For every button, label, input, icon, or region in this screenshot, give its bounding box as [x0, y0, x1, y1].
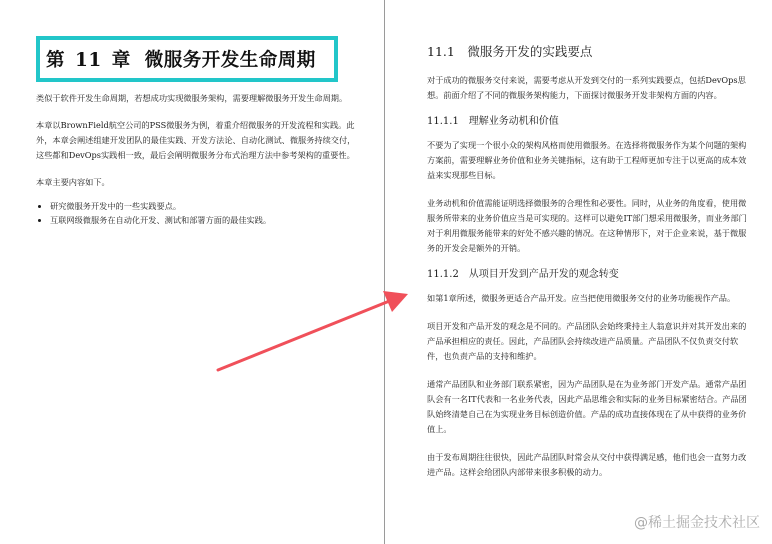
chapter-overview: 本章以BrownField航空公司的PSS微服务为例，着重介绍微服务的开发流程和实践。此外，本章会阐述组建开发团队的最佳实践、开发方法论、自动化测试、微服务持续交付，这些都和DevOps实践相一致，最后会阐明微服务分布式治理方法中参考架构的重要性。 [36, 120, 356, 160]
list-item: • 互联网级微服务在自动化开发、测试和部署方面的最佳实践。 [50, 213, 362, 227]
chapter-contents-lead: 本章主要内容如下。 [36, 177, 110, 187]
section-intro: 对于成功的微服务交付来说，需要考虑从开发到交付的一系列实践要点，包括DevOps思想。前面介绍了不同的微服务架构能力，下面探讨微服务开发非架构方面的内容。 [427, 75, 746, 100]
paragraph: 通常产品团队和业务部门联系紧密，因为产品团队是在为业务部门开发产品。通常产品团队会有一名IT代表和一名业务代表，因此产品思维会和实际的业务目标紧密结合。产品团队始终清楚自己在为实现业务目标创造价值。产品的成功直接体现在了从中获得的业务价值上。 [427, 379, 747, 434]
chapter-contents-list [36, 199, 362, 227]
watermark-brand: @稀土掘金技术社区 [634, 515, 760, 531]
chapter-number: 11 [75, 50, 102, 71]
paragraph: 业务动机和价值需能证明选择微服务的合理性和必要性。同时，从业务的角度看，使用微服务所带来的业务价值应当是可实现的。这样可以避免IT部门想采用微服务，而业务部门对于利用微服务能带来的好处不感兴趣的情况。在这种情形下，对于企业来说，基于微服务的开发会是额外的开销。 [427, 198, 747, 253]
paragraph: 项目开发和产品开发的观念是不同的。产品团队会始终秉持主人翁意识并对其开发出来的产品承担相应的责任。因此，产品团队会持续改进产品质量。产品团队不仅负责交付软件，也负责产品的支持和维护。 [427, 321, 747, 361]
paragraph: 如第1章所述，微服务更适合产品开发。应当把使用微服务交付的业务功能视作产品。 [427, 293, 736, 303]
list-item: • 研究微服务开发中的一些实践要点。 [50, 199, 362, 213]
paragraph: 不要为了实现一个很小众的架构风格而使用微服务。在选择将微服务作为某个问题的架构方案前，需要理解业务价值和业务关键指标，这有助于工程师更加专注于以更高的成本效益来实现那些目标。 [427, 140, 747, 180]
chapter-title: 微服务开发生命周期 [144, 50, 316, 71]
chapter-suffix: 章 [111, 50, 131, 71]
chapter-prefix: 第 [46, 50, 66, 71]
paragraph: 由于发布周期往往很快，因此产品团队时常会从交付中获得满足感，他们也会一直努力改进产品。这样会给团队内部带来很多积极的动力。 [427, 452, 747, 477]
right-page [385, 0, 772, 544]
left-page [0, 0, 384, 544]
subsection-title: 11.1.1 理解业务动机和价值 [427, 116, 559, 127]
subsection-title: 11.1.2 从项目开发到产品开发的观念转变 [427, 269, 619, 280]
section-title: 11.1 微服务开发的实践要点 [427, 44, 593, 59]
watermark [634, 512, 760, 532]
chapter-intro: 类似于软件开发生命周期，若想成功实现微服务架构，需要理解微服务开发生命周期。 [36, 93, 348, 103]
chapter-heading [36, 36, 338, 82]
